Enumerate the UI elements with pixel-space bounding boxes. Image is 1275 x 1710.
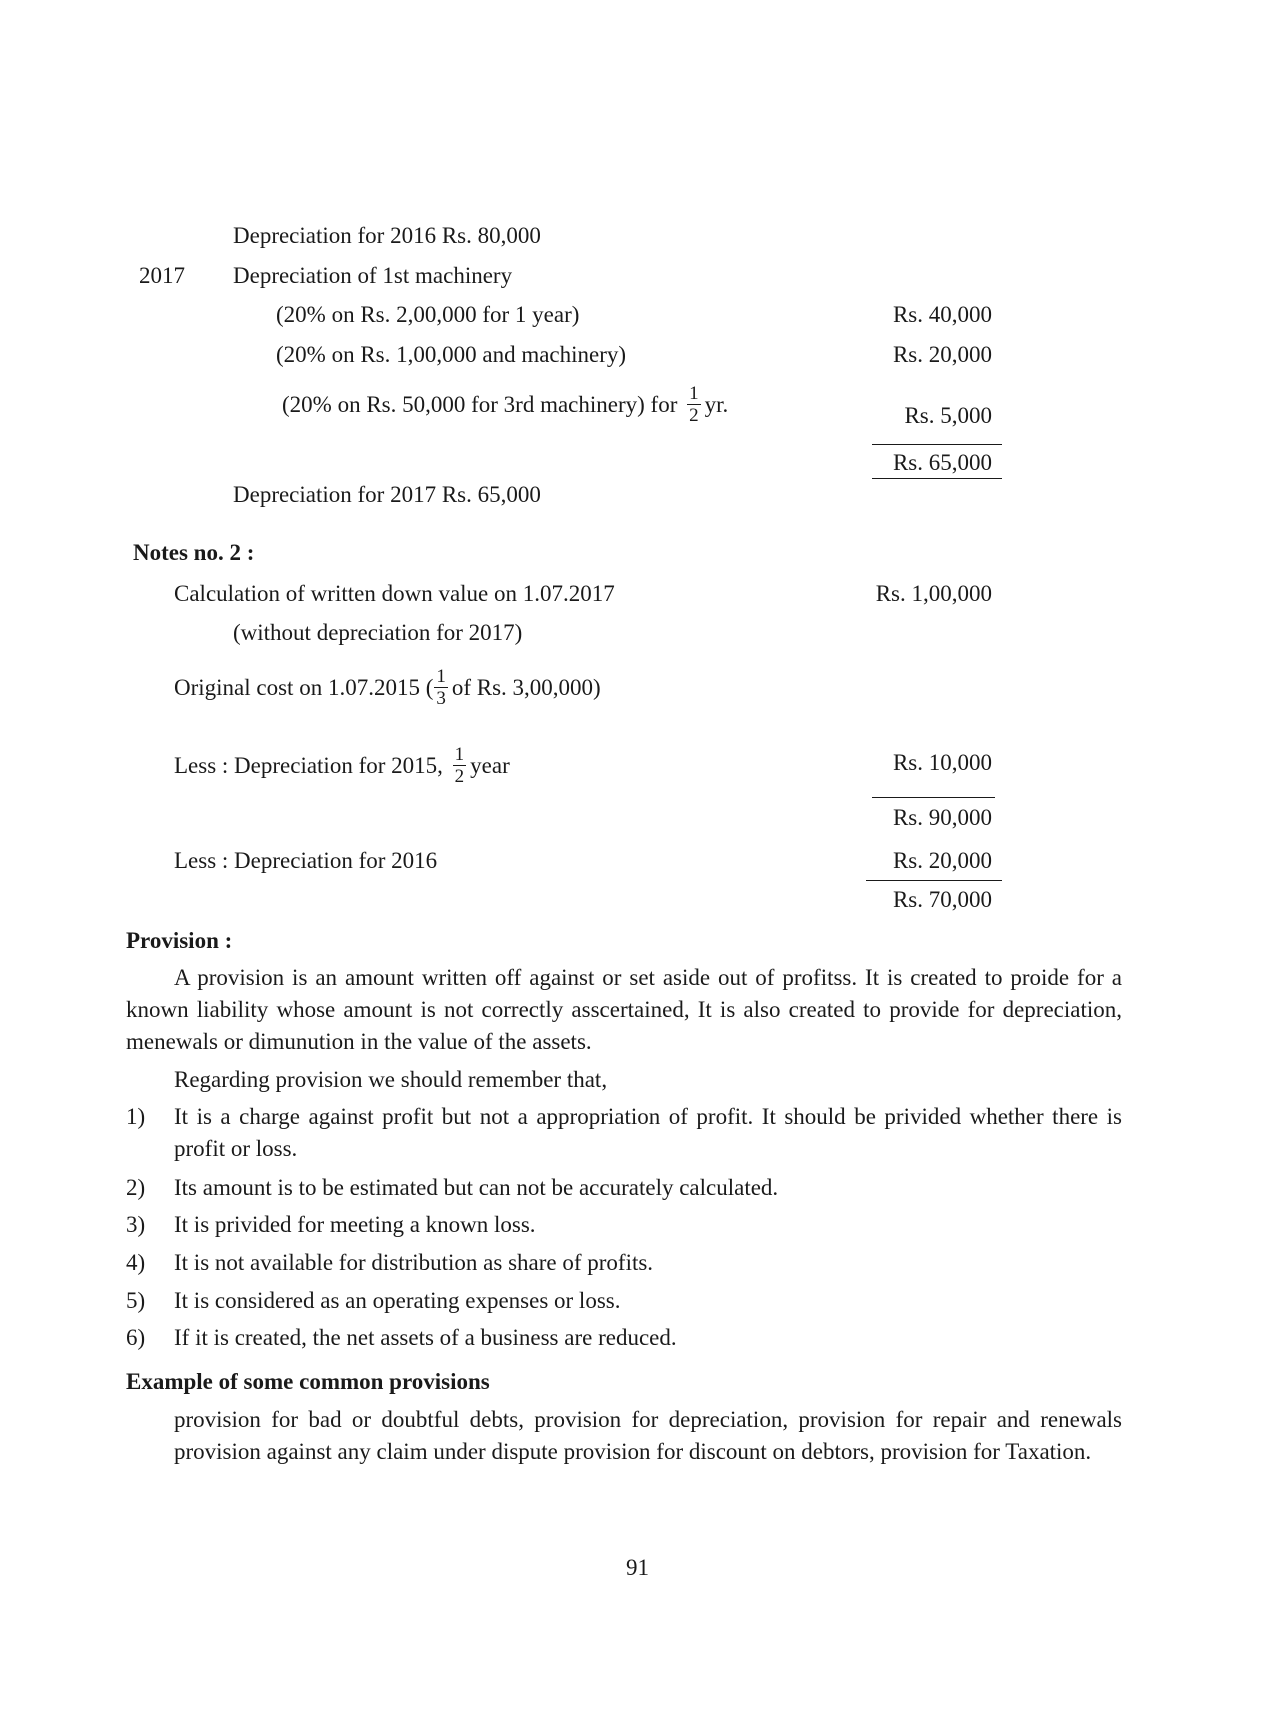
notes-heading: Notes no. 2 : xyxy=(133,540,255,565)
examples-text: provision for bad or doubtful debts, provision for depreciation, provision for repair and renewals provision against any claim under dispute provision for discount on debtors, provision for Taxation. xyxy=(174,1407,1122,1464)
list-item-text: It is privided for meeting a known loss. xyxy=(174,1212,536,1237)
list-item xyxy=(126,1172,1122,1204)
less-2015-amount: Rs. 10,000 xyxy=(892,750,992,775)
list-item-number: 2) xyxy=(126,1175,146,1200)
depreciation-2017-heading: Depreciation of 1st machinery xyxy=(233,263,513,288)
dep-2017-total: Rs. 65,000 xyxy=(892,450,992,475)
list-item xyxy=(126,1285,1122,1317)
list-item-text: It is considered as an operating expenses or loss. xyxy=(174,1288,621,1313)
total-rule-top xyxy=(872,444,1002,445)
wdv-label: Calculation of written down value on 1.07.2017 xyxy=(174,581,615,606)
list-item xyxy=(126,1209,1122,1241)
dep-row-3-text: (20% on Rs. 50,000 for 3rd machinery) for xyxy=(282,391,678,417)
total-rule-bottom xyxy=(872,478,1002,479)
fraction-denominator: 3 xyxy=(436,688,446,709)
dep-row-3-label xyxy=(282,383,729,427)
provision-heading: Provision : xyxy=(126,928,233,953)
dep-row-1-amount: Rs. 40,000 xyxy=(892,302,992,327)
list-item-number: 4) xyxy=(126,1250,146,1275)
page-number: 91 xyxy=(626,1555,649,1580)
dep-row-3-suffix: yr. xyxy=(704,391,729,417)
final-total-rule xyxy=(866,880,1002,881)
fraction-denominator: 2 xyxy=(454,766,465,787)
less-2015-suffix: year xyxy=(470,752,510,778)
wdv-amount: Rs. 1,00,000 xyxy=(875,581,992,606)
list-item-number: 6) xyxy=(126,1325,146,1350)
list-item xyxy=(126,1247,1122,1279)
depreciation-2016-line: Depreciation for 2016 Rs. 80,000 xyxy=(233,223,541,248)
list-item xyxy=(126,1322,1122,1354)
provision-paragraph: A provision is an amount written off against or set aside out of profitss. It is created to proide for a known liability whose amount is not correctly asscertained, It is also created to provide for depreciation, menewals or dimunution in the value of the assets. xyxy=(126,965,1122,1054)
less-2015-prefix: Less : Depreciation for 2015, xyxy=(174,752,443,778)
year-label-2017: 2017 xyxy=(139,263,185,288)
list-item-number: 3) xyxy=(126,1212,146,1237)
fraction-numerator: 1 xyxy=(436,666,446,687)
dep-row-1-label: (20% on Rs. 2,00,000 for 1 year) xyxy=(276,302,580,327)
subtotal-rule xyxy=(872,797,995,798)
fraction-third xyxy=(434,667,448,708)
less-2016-label: Less : Depreciation for 2016 xyxy=(174,848,438,873)
list-item-text: It is not available for distribution as share of profits. xyxy=(174,1250,654,1275)
dep-row-2-label: (20% on Rs. 1,00,000 and machinery) xyxy=(276,342,627,367)
less-2015-line xyxy=(174,744,510,788)
original-cost-line xyxy=(174,666,601,710)
fraction-half xyxy=(687,384,701,425)
list-item-text: It is a charge against profit but not a appropriation of profit. It should be privided whether there is profit or loss. xyxy=(174,1104,1122,1161)
original-cost-prefix: Original cost on 1.07.2015 ( xyxy=(174,674,434,700)
fraction-numerator: 1 xyxy=(454,744,465,765)
list-item-number: 1) xyxy=(126,1104,146,1129)
final-total-amount: Rs. 70,000 xyxy=(892,887,992,912)
fraction-numerator: 1 xyxy=(689,383,699,404)
subtotal-amount: Rs. 90,000 xyxy=(892,805,992,830)
list-item-text: Its amount is to be estimated but can not be accurately calculated. xyxy=(174,1175,779,1200)
examples-heading: Example of some common provisions xyxy=(126,1369,490,1394)
original-cost-suffix: of Rs. 3,00,000) xyxy=(451,674,601,700)
list-item-text: If it is created, the net assets of a business are reduced. xyxy=(174,1325,677,1350)
list-item-number: 5) xyxy=(126,1288,146,1313)
fraction-denominator: 2 xyxy=(689,405,699,426)
list-item xyxy=(126,1101,1122,1165)
dep-row-3-amount: Rs. 5,000 xyxy=(904,403,992,428)
fraction-half xyxy=(453,745,467,786)
depreciation-2017-line: Depreciation for 2017 Rs. 65,000 xyxy=(233,482,541,507)
dep-row-2-amount: Rs. 20,000 xyxy=(892,342,992,367)
provision-intro: Regarding provision we should remember that, xyxy=(174,1067,608,1092)
less-2016-amount: Rs. 20,000 xyxy=(892,848,992,873)
wdv-sub-label: (without depreciation for 2017) xyxy=(233,620,523,645)
